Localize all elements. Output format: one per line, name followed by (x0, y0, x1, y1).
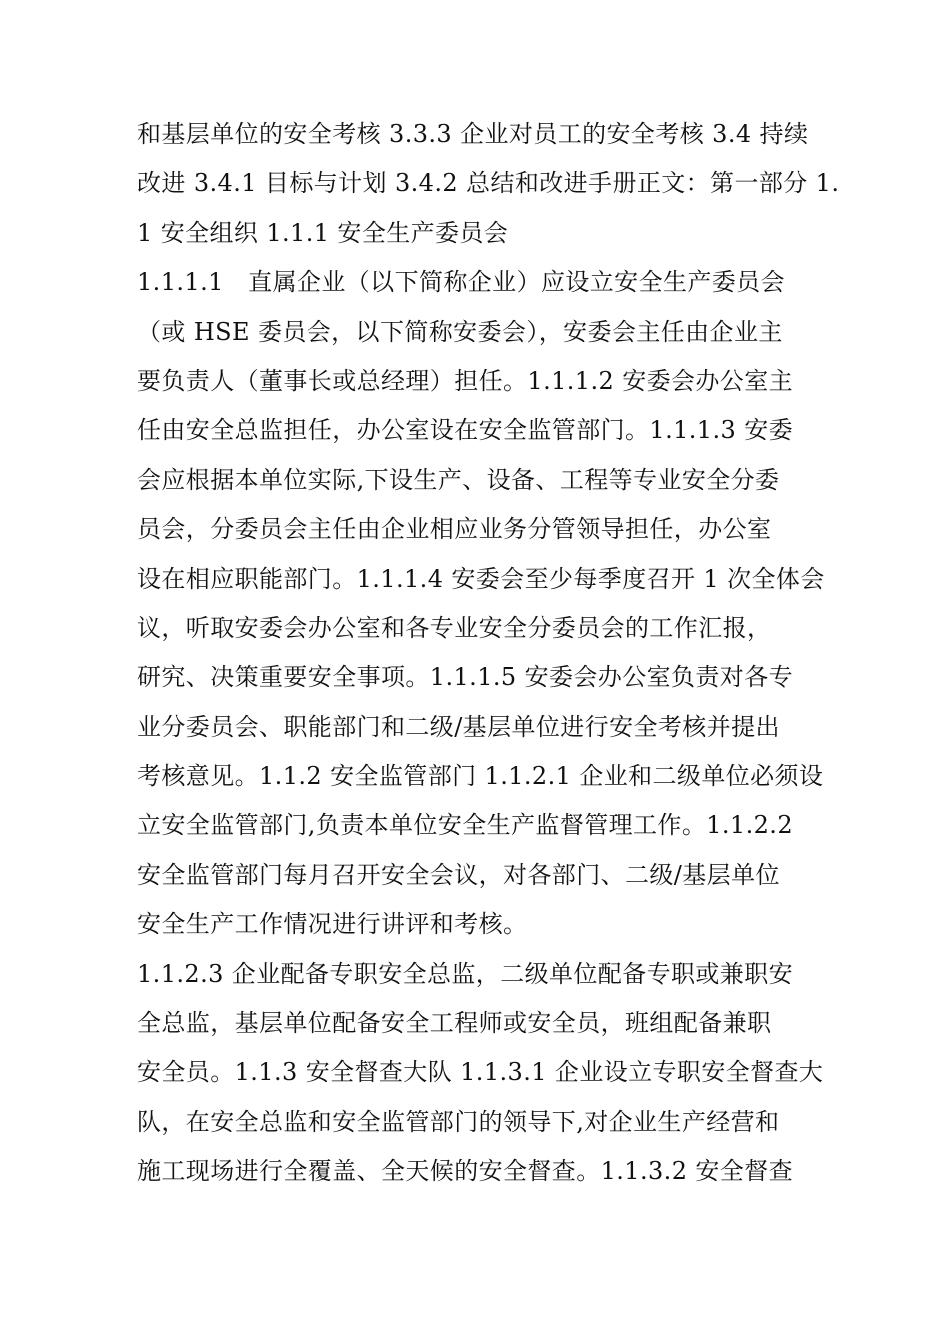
text-line: 1 安全组织 1.1.1 安全生产委员会 (137, 218, 509, 247)
text-line: 业分委员会、职能部门和二级/基层单位进行安全考核并提出 (137, 712, 780, 741)
text-line: 安全员。1.1.3 安全督查大队 1.1.3.1 企业设立专职安全督查大 (137, 1058, 824, 1087)
text-line: 队，在安全总监和安全监管部门的领导下,对企业生产经营和 (137, 1107, 780, 1136)
text-line: （或 HSE 委员会，以下简称安委会），安委会主任由企业主 (137, 317, 783, 346)
text-line: 和基层单位的安全考核 3.3.3 企业对员工的安全考核 3.4 持续 (137, 120, 809, 148)
text-line: 考核意见。1.1.2 安全监管部门 1.1.2.1 企业和二级单位必须设 (137, 762, 824, 791)
text-line: 员会，分委员会主任由企业相应业务分管领导担任，办公室 (137, 515, 772, 544)
text-line: 施工现场进行全覆盖、全天候的安全督查。1.1.3.2 安全督查 (137, 1157, 793, 1186)
paragraph-1 (137, 110, 840, 258)
text-line: 安全生产工作情况进行讲评和考核。 (137, 910, 528, 939)
text-line: 安全监管部门每月召开安全会议，对各部门、二级/基层单位 (137, 860, 780, 889)
text-line: 设在相应职能部门。1.1.1.4 安委会至少每季度召开 1 次全体会 (137, 564, 825, 593)
text-line: 任由安全总监担任，办公室设在安全监管部门。1.1.1.3 安委 (137, 416, 793, 445)
text-line: 立安全监管部门,负责本单位安全生产监督管理工作。1.1.2.2 (137, 811, 793, 840)
paragraph-3 (137, 950, 837, 1197)
text-line: 1.1.1.1 直属企业（以下简称企业）应设立安全生产委员会 (137, 268, 785, 297)
text-line: 1.1.2.3 企业配备专职安全总监，二级单位配备专职或兼职安 (137, 959, 793, 988)
document-body (137, 110, 840, 1197)
text-line: 改进 3.4.1 目标与计划 3.4.2 总结和改进手册正文：第一部分 1. (137, 169, 840, 198)
text-line: 要负责人（董事长或总经理）担任。1.1.1.2 安委会办公室主 (137, 366, 793, 395)
text-line: 议，听取安委会办公室和各专业安全分委员会的工作汇报， (137, 613, 772, 642)
text-line: 研究、决策重要安全事项。1.1.1.5 安委会办公室负责对各专 (137, 663, 793, 692)
paragraph-2 (137, 258, 837, 949)
text-line: 会应根据本单位实际,下设生产、设备、工程等专业安全分委 (137, 465, 780, 494)
text-line: 全总监，基层单位配备安全工程师或安全员，班组配备兼职 (137, 1009, 772, 1038)
